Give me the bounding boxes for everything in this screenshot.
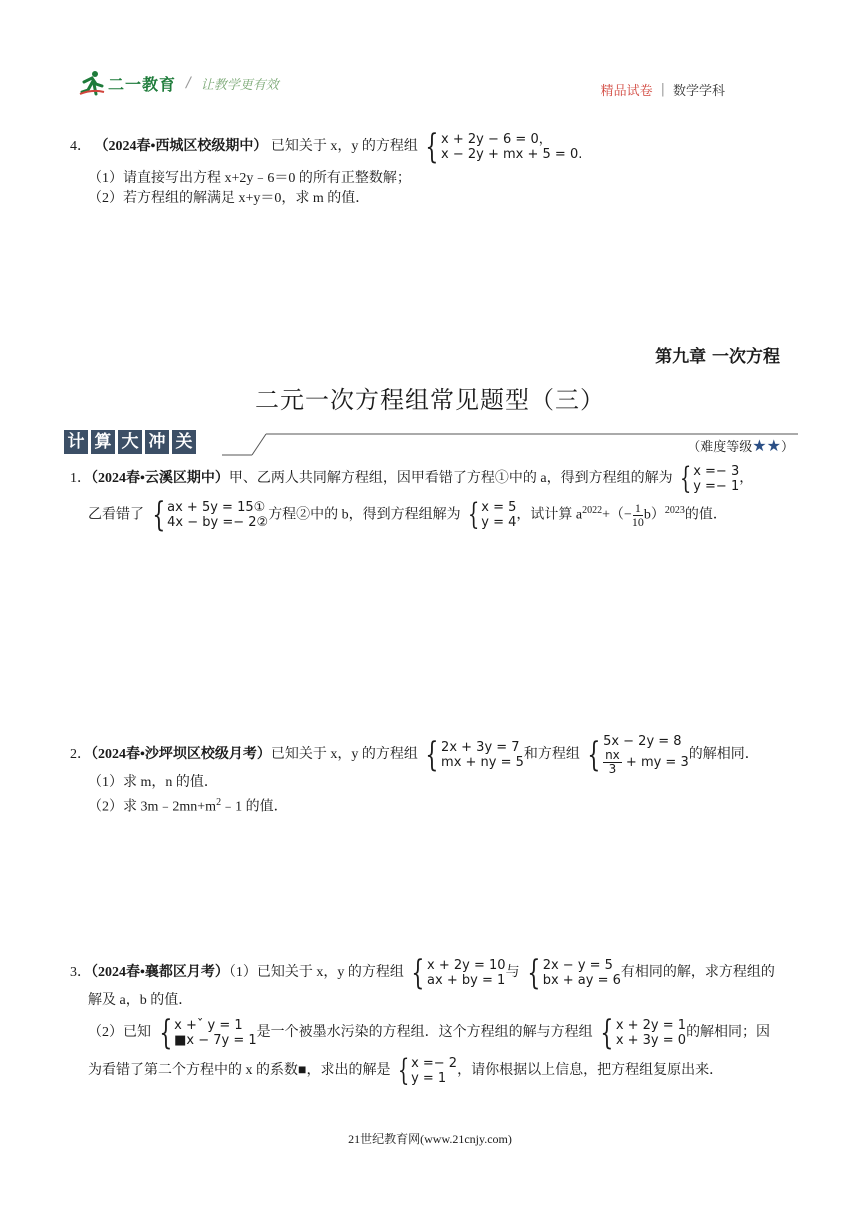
equation-system: { x + 2y = 1 x + 3y = 0: [600, 1013, 687, 1053]
banner-char: 冲: [145, 430, 169, 454]
fraction: $\frac{1}{10}$: [631, 500, 644, 529]
section-banner: [64, 430, 199, 454]
solution-system: { x = 5 y = 4: [468, 497, 517, 533]
header-divider: /: [186, 75, 191, 91]
equation-system: { 2x − y = 5 bx + ay = 6: [527, 953, 621, 993]
runner-logo-icon: [78, 70, 106, 96]
header-tag-separator: |: [660, 82, 665, 97]
problem-number: 3．: [70, 965, 91, 981]
problem-source: （2024春•云溪区期中）: [91, 471, 229, 487]
page-footer: 21世纪教育网(www.21cnjy.com): [348, 1132, 512, 1146]
header-tag-subject: 数学学科: [672, 84, 725, 99]
equation-system: { x + 2y − 6 = 0， x − 2y + mx + 5 = 0.: [425, 127, 583, 167]
problem-source: （2024春•襄都区月考）: [91, 965, 229, 981]
problem-1: 1．（2024春•云溪区期中）甲、乙两人共同解方程组，因甲看错了方程①中的 a，得到方程组的解为 { x =− 3 y =− 1 ，: [70, 461, 754, 496]
problem-source: （2024春•沙坪坝区校级月考）: [91, 747, 271, 763]
problem-2: 2．（2024春•沙坪坝区校级月考）已知关于 x，y 的方程组 { 2x + 3y = 7 mx + ny = 5 和方程组 { 5x − 2y = 8 $\frac{nx}{3}$ + my = 3 的解相同．: [70, 734, 759, 776]
problem-3-line-2: 解及 a，b 的值．: [88, 993, 193, 1008]
chapter-heading: 第九章 一次方程: [655, 347, 780, 367]
header-tag-quality: 精品试卷: [600, 84, 653, 99]
banner-char: 算: [91, 430, 115, 454]
brand-slogan: 让教学更有效: [200, 77, 279, 93]
header-tags: [601, 80, 725, 99]
equation-system: { 5x − 2y = 8 $\frac{nx}{3}$ + my = 3: [587, 734, 689, 776]
banner-char: 关: [172, 430, 196, 454]
page-title: 二元一次方程组常见题型（三）: [255, 386, 605, 414]
equation-system: { x +ˇ y = 1 ■x − 7y = 1: [158, 1013, 257, 1053]
header-logo: [78, 70, 279, 96]
question-4: [70, 127, 583, 167]
problem-1-line-2: 乙看错了 { ax + 5y = 15① 4x − by =− 2② 方程②中的 b，得到方程组解为 { x = 5 y = 4 ，试计算 $a^{2022}+(-$ $\frac{1}{10}$ b）$^{2023}$的值．: [88, 495, 727, 536]
equation-line: x − 2y + mx + 5 = 0.: [441, 147, 583, 162]
solution-system: { x =− 2 y = 1: [397, 1053, 458, 1088]
problem-2-part-1: （1）求 m，n 的值．: [88, 775, 218, 790]
solution-system: { x =− 3 y =− 1: [679, 461, 740, 496]
problem-2-part-2: （2）求 $3m﹣2mn+m^2﹣1$ 的值．: [88, 797, 288, 815]
question-number: 4．: [70, 139, 91, 155]
problem-3-part-2-line-2: 为看错了第二个方程中的 x 的系数■，求出的解是 { x =− 2 y = 1 ，请你根据以上信息，把方程组复原出来．: [88, 1053, 724, 1088]
question-4-part-1: （1）请直接写出方程 x+2y﹣6＝0 的所有正整数解；: [88, 171, 411, 186]
star-icon: ★★: [752, 436, 781, 455]
equation-system: { 2x + 3y = 7 mx + ny = 5: [425, 735, 524, 775]
equation-line: x + 2y − 6 = 0，: [441, 132, 552, 147]
problem-number: 1．: [70, 471, 91, 487]
question-source: （2024春•西城区校级期中）: [94, 139, 268, 155]
equation-system: { x + 2y = 10 ax + by = 1: [411, 953, 506, 993]
banner-char: 大: [118, 430, 142, 454]
problem-number: 2．: [70, 747, 91, 763]
difficulty-rating: （难度等级★★）: [687, 436, 794, 455]
question-4-part-2: （2）若方程组的解满足 x+y＝0，求 m 的值．: [88, 191, 370, 206]
brand-name: 二一教育: [108, 74, 177, 94]
question-text: 已知关于 x，y 的方程组: [270, 139, 418, 155]
problem-3: 3．（2024春•襄都区月考）（1）已知关于 x，y 的方程组 { x + 2y = 10 ax + by = 1 与 { 2x − y = 5 bx + ay = 6 有相同的解，求方程组的: [70, 953, 775, 993]
problem-3-part-2: （2）已知 { x +ˇ y = 1 ■x − 7y = 1 是一个被墨水污染的方程组．这个方程组的解与方程组 { x + 2y = 1 x + 3y = 0 的解相同；因: [88, 1013, 771, 1053]
banner-char: 计: [64, 430, 88, 454]
fraction: $\frac{nx}{3}$: [605, 748, 620, 776]
equation-system: { ax + 5y = 15① 4x − by =− 2②: [151, 495, 269, 536]
